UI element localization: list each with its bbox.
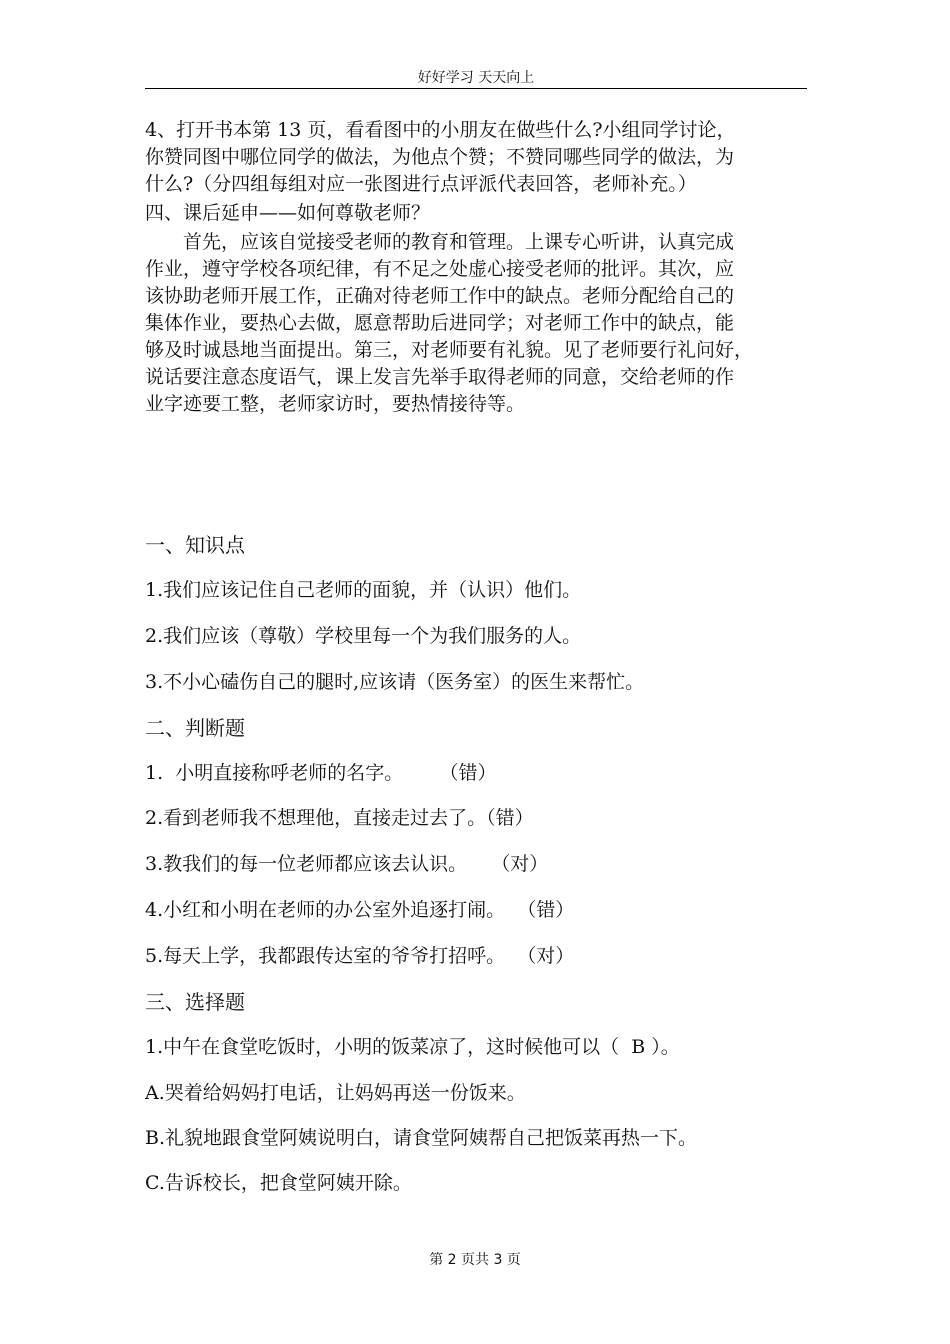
item4-line: 什么?（分四组每组对应一张图进行点评派代表回答，老师补充。） [145, 173, 697, 195]
knowledge-heading: 一、知识点 [145, 533, 245, 557]
section4-body-line: 该协助老师开展工作，正确对待老师工作中的缺点。老师分配给自己的 [145, 285, 735, 307]
knowledge-item: 3.不小心磕伤自己的腿时,应该请（医务室）的医生来帮忙。 [145, 671, 645, 693]
judge-item: 4.小红和小明在老师的办公室外追逐打闹。 （错） [145, 899, 575, 921]
item4-line: 4、打开书本第 13 页，看看图中的小朋友在做些什么?小组同学讨论， [145, 119, 736, 141]
judge-item: 2.看到老师我不想理他，直接走过去了。（错） [145, 807, 534, 829]
choice-question: 1.中午在食堂吃饭时，小明的饭菜凉了，这时候他可以（ B ）。 [145, 1036, 680, 1058]
choice-heading: 三、选择题 [145, 990, 245, 1014]
section4-body [145, 229, 807, 418]
judge-item: 5.每天上学，我都跟传达室的爷爷打招呼。 （对） [145, 945, 575, 967]
section4-body-line: 首先，应该自觉接受老师的教育和管理。上课专心听讲，认真完成 [183, 231, 735, 253]
section4-body-line: 集体作业，要热心去做，愿意帮助后进同学；对老师工作中的缺点，能 [145, 312, 735, 334]
item4-paragraph [145, 117, 807, 198]
choice-option-a: A.哭着给妈妈打电话，让妈妈再送一份饭来。 [145, 1082, 526, 1104]
section4-body-line: 作业，遵守学校各项纪律，有不足之处虚心接受老师的批评。其次，应 [145, 258, 735, 280]
section4-body-line: 够及时诚恳地当面提出。第三，对老师要有礼貌。见了老师要行礼问好， [145, 339, 754, 361]
knowledge-item: 2.我们应该（尊敬）学校里每一个为我们服务的人。 [145, 625, 582, 647]
section4-body-line: 业字迹要工整，老师家访时，要热情接待等。 [145, 393, 526, 415]
knowledge-item: 1.我们应该记住自己老师的面貌，并（认识）他们。 [145, 579, 582, 601]
choice-option-c: C.告诉校长，把食堂阿姨开除。 [145, 1172, 412, 1194]
section4-body-line: 说话要注意态度语气，课上发言先举手取得老师的同意，交给老师的作 [145, 366, 735, 388]
item4-line: 你赞同图中哪位同学的做法，为他点个赞；不赞同哪些同学的做法，为 [145, 146, 735, 168]
header-divider [145, 88, 807, 89]
judge-item: 1. 小明直接称呼老师的名字。 （错） [145, 762, 497, 784]
page-header: 好好学习 天天向上 [417, 70, 535, 86]
page-number: 第 2 页共 3 页 [429, 1252, 521, 1268]
section4-title: 四、课后延申——如何尊敬老师？ [145, 202, 431, 224]
choice-option-b: B.礼貌地跟食堂阿姨说明白，请食堂阿姨帮自己把饭菜再热一下。 [145, 1127, 698, 1149]
judge-heading: 二、判断题 [145, 716, 245, 740]
judge-item: 3.教我们的每一位老师都应该去认识。 （对） [145, 853, 549, 875]
